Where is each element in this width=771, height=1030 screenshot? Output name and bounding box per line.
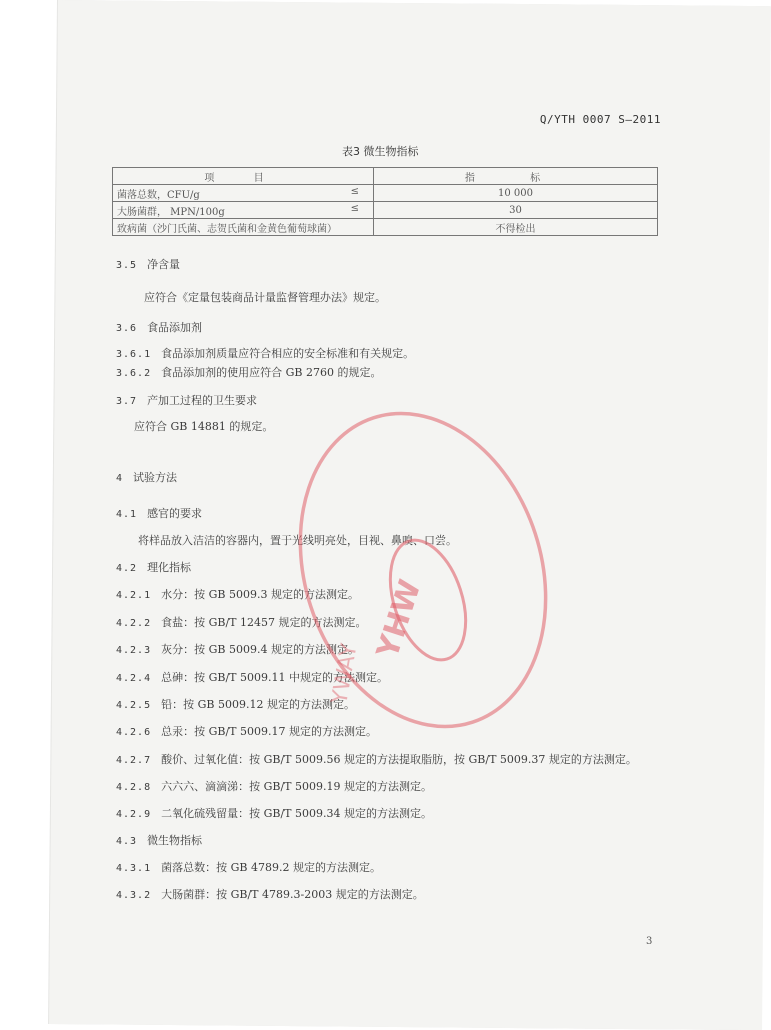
clause: 4.2.6 总汞：按 GB/T 5009.17 规定的方法测定。 xyxy=(116,725,377,738)
clause: 4.3.1 菌落总数：按 GB 4789.2 规定的方法测定。 xyxy=(116,861,381,874)
row-item xyxy=(113,202,374,219)
page-number: 3 xyxy=(646,936,653,947)
row-operator: ≤ xyxy=(350,186,359,197)
clause: 4.2.4 总砷：按 GB/T 5009.11 中规定的方法测定。 xyxy=(116,671,388,684)
clause: 4.2.1 水分：按 GB 5009.3 规定的方法测定。 xyxy=(116,588,359,601)
section-heading: 4 试验方法 xyxy=(116,471,178,484)
section-heading: 4.3 微生物指标 xyxy=(116,834,203,847)
column-header-indicator: 指 标 xyxy=(374,168,658,185)
clause: 4.2.3 灰分：按 GB 5009.4 规定的方法测定。 xyxy=(116,643,359,656)
clause: 3.6.1 食品添加剂质量应符合相应的安全标准和有关规定。 xyxy=(116,347,415,360)
clause: 4.3.2 大肠菌群：按 GB/T 4789.3-2003 规定的方法测定。 xyxy=(116,888,424,901)
standard-code: Q/YTH 0007 S—2011 xyxy=(539,113,661,126)
clause: 3.6.2 食品添加剂的使用应符合 GB 2760 的规定。 xyxy=(116,366,382,379)
table-row xyxy=(113,185,658,202)
column-header-item: 项 目 xyxy=(113,168,374,185)
section-heading: 3.7 产加工过程的卫生要求 xyxy=(116,394,258,407)
row-value: 不得检出 xyxy=(374,219,658,236)
row-value: 10 000 xyxy=(374,185,658,202)
microbiology-table xyxy=(112,167,658,236)
row-item-label: 菌落总数，CFU/g xyxy=(117,189,200,201)
paragraph: 应符合 GB 14881 的规定。 xyxy=(134,420,274,433)
row-value: 30 xyxy=(374,202,658,219)
seal-lettering: YWAY xyxy=(327,641,363,707)
section-heading: 4.2 理化指标 xyxy=(116,561,192,574)
section-heading: 3.6 食品添加剂 xyxy=(116,321,203,334)
row-item xyxy=(113,185,374,202)
clause: 4.2.9 二氧化硫残留量：按 GB/T 5009.34 规定的方法测定。 xyxy=(116,807,432,820)
paragraph: 应符合《定量包装商品计量监督管理办法》规定。 xyxy=(144,291,386,304)
table-row xyxy=(113,202,658,219)
clause: 4.2.7 酸价、过氧化值：按 GB/T 5009.56 规定的方法提取脂肪，按 GB/T 5009.37 规定的方法测定。 xyxy=(116,753,637,766)
row-item xyxy=(113,219,374,236)
row-item-label: 致病菌（沙门氏菌、志贺氏菌和金黄色葡萄球菌） xyxy=(117,223,337,235)
table-row xyxy=(113,219,658,236)
paragraph: 将样品放入洁洁的容器内，置于光线明亮处，目视、鼻嗅、口尝。 xyxy=(138,534,457,547)
table-header-row xyxy=(113,168,658,185)
clause: 4.2.5 铅：按 GB 5009.12 规定的方法测定。 xyxy=(116,698,355,711)
clause: 4.2.2 食盐：按 GB/T 12457 规定的方法测定。 xyxy=(116,616,367,629)
section-heading: 3.5 净含量 xyxy=(116,258,181,271)
seal-lettering: YHW xyxy=(370,575,429,663)
clause: 4.2.8 六六六、滴滴涕：按 GB/T 5009.19 规定的方法测定。 xyxy=(116,780,432,793)
row-operator: ≤ xyxy=(350,203,359,214)
row-item-label: 大肠菌群， MPN/100g xyxy=(117,206,225,218)
table-title: 表3 微生物指标 xyxy=(342,145,419,158)
section-heading: 4.1 感官的要求 xyxy=(116,507,203,520)
